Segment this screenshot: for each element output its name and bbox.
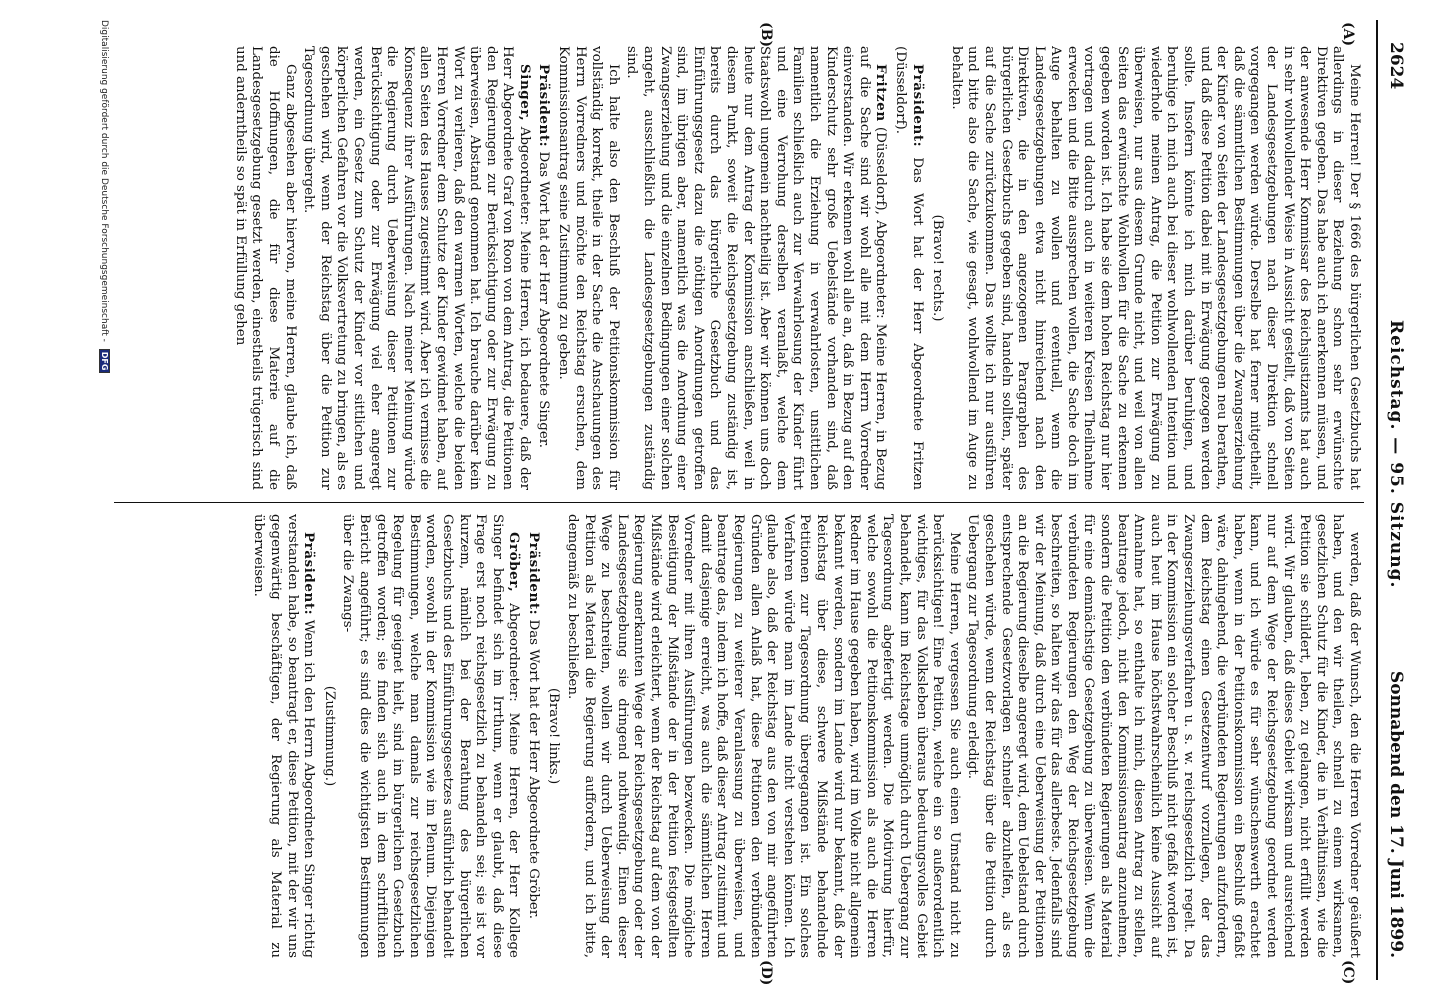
header-date: Sonnabend den 17. Juni 1899. <box>1386 670 1406 958</box>
speaker-label: Gröber, <box>506 532 523 593</box>
speaker-label: Präsident: <box>909 64 926 148</box>
speaker-text: Das Wort hat der Herr Abgeordnete Gröber. <box>525 619 541 920</box>
speaker-paragraph <box>623 46 890 490</box>
margin-marker-b: (B) <box>758 22 774 48</box>
speaker-label: Präsident: <box>536 64 553 148</box>
column-divider <box>114 502 1364 503</box>
page-number: 2624 <box>1386 42 1406 90</box>
agreement-note: (Zustimmung.) <box>321 685 337 787</box>
margin-marker-a: (A) <box>1340 22 1356 47</box>
speaker-text: (Düsseldorf), Abgeordneter: Meine Herren, in Bezug auf die Sache sind wir wohl alle mit dem Herrn Vorredner einverstanden. Wir erkennen wohl alle an, daß in Bezug auf den Kinderschutz sehr große Uebelstände vorhanden sind, daß namentlich die Erziehung in verwahrlosten, unsittlichen Familien schließlich auch zur Verwahrlosung der Kinder führt und eine Verrohung derselben veranlaßt, welche dem Staatswohl ungemein nachtheilig ist. Aber wir können uns doch heute nur dem Antrag der Kommission anschließen, weil in diesem Punkt, soweit die Reichsgesetzgebung zuständig ist, bereits durch das bürgerliche Gesetzbuch und das Einführungsgesetz dazu die nöthigen Anordnungen getroffen sind, im übrigen aber, namentlich was die Anordnung einer Zwangserziehung und die einzelnen Bedingungen einer solchen angeht, ausschließlich die Landesgesetzgebungen zuständig sind. <box>624 46 889 490</box>
speaker-label: Präsident: <box>525 532 542 616</box>
footer-text: Digitalisierung gefördert durch die Deutsche Forschungsgemeinschaft - <box>99 20 109 342</box>
applause-note: (Bravo! links.) <box>546 687 562 785</box>
digitization-footer <box>94 20 110 980</box>
paragraph: werden, daß der Wunsch, den die Herren Vorredner geäußert haben, und den wir theilen, schnell zu einem wirksamen, gesetzlichen Schutz für die Kinder, die in Verhältnissen, wie die Petition sie schildert, leben, zu gelangen, nicht erfüllt werden wird. Wir glauben, daß dieses Gebiet wirksam und ausreichend nur auf dem Wege der Reichsgesetzgebung geordnet werden kann, und ich würde es für sehr wünschenswerth erachtet haben, wenn in der Petitionskommission ein Beschluß gefaßt wäre, dahingehend, die verbündeten Regierungen aufzufordern, dem Reichstag einen Gesetzentwurf vorzulegen, der das Zwangserziehungsverfahren u. s. w. reichsgesetzlich regelt. Da in der Kommission ein solcher Beschluß nicht gefaßt worden ist, auch heut im Hause höchstwahrscheinlich keine Aussicht auf Annahme hat, so enthalte ich mich, diesen Antrag zu stellen, beantrage jedoch, nicht den Kommissionsantrag anzunehmen, sondern die Petition den verbündeten Regierungen als Material für eine demnächstige Gesetzgebung zu überweisen. Wenn die verbündeten Regierungen den Weg der Reichsgesetzgebung beschreiten, so halten wir das für das allerbeste. Jedenfalls sind wir der Meinung, daß durch eine Ueberweisung der Petitionen an die Regierung dieselbe angeregt wird, dem Uebelstand durch entsprechende Gesetzvorlagen schneller abzuhelfen, als es geschehen würde, wenn der Reichstag über die Petition durch Uebergang zur Tagesordnung erledigt. <box>965 514 1362 958</box>
speaker-paragraph <box>891 46 925 490</box>
paragraph: Meine Herren, vergessen Sie auch einen Umstand nicht zu berücksichtigen! Eine Petition, welche ein so außerordentlich wichtiges, für das Volksleben überaus bedeutungsvolles Gebiet behandelt, kann im Reichstage unmöglich durch Uebergang zur Tagesordnung abgefertigt werden. Die Motivirung hierfür, welche sowohl die Petitionskommission als auch die Herren Redner im Hause gegeben haben, wird im Volke nicht allgemein bekannt werden, sondern im Lande wird nur bekannt, daß der Reichstag über diese, schwere Mißstände behandelnde Petitionen zur Tagesordnung übergegangen ist. Ein solches Verfahren würde man im Lande nicht verstehen können. Ich glaube also, daß der Reichstag aus den von mir angeführten Gründen allen Anlaß hat, diese Petitionen den verbündeten Regierungen zu weiterer Veranlassung zu überweisen, und beantrage das, indem ich hoffe, daß dieser Antrag zustimmt und damit dasjenige erreicht, was auch die sämmtlichen Herren Vorredner mit ihren Ausführungen bezwecken. Die mögliche Beseitigung der Mißstände der in der Petition festgestellten Mißstände wird erleichtert, wenn der Reichstag auf dem von der Regierung anerkannten Wege der Reichsgesetzgebung oder der Landesgesetzgebung sie dringend nothwendig. Einen dieser Wege zu beschreiten, wollen wir durch Ueberweisung der Petition als Material die Regierung auffordern, und ich bitte, demgemäß zu beschließen. <box>565 514 962 958</box>
applause-note: (Bravo! rechts.) <box>930 214 946 322</box>
document-page <box>94 20 1414 986</box>
left-column <box>118 46 1362 490</box>
speaker-label: Fritzen <box>873 64 890 122</box>
header-title: Reichstag. — 95. Sitzung. <box>1386 320 1406 589</box>
speaker-paragraph <box>524 514 542 958</box>
speaker-text: Wenn ich den Herrn Abgeordneten Singer richtig verstanden habe, so beantragt er, diese Petition, mit der wir uns gegenwärtig beschäftigen, der Regierung als Material zu überweisen. <box>251 514 317 958</box>
paragraph: Ganz abgesehen aber hiervon, meine Herren, glaube ich, daß die Hoffnungen, die für diese Materie auf die Landesgesetzgebung gesetzt werden, einestheils trügerisch sind und anderntheils so spät in Erfüllung gehen <box>232 46 298 490</box>
paragraph: Meine Herren! Der § 1666 des bürgerlichen Gesetzbuchs hat allerdings in dieser Beziehung schon sehr erwünschte Direktiven gegeben. Das habe auch ich anerkennen müssen, und der anwesende Herr Kommissar des Reichsjustizamts hat auch in sehr wohlwollender Weise in Aussicht gestellt, daß von Seiten der Landesgesetzgebungen nach dieser Direktion schnell vorgegangen werden würde. Derselbe hat ferner mitgetheilt, daß die sämmtlichen Bestimmungen über die Zwangserziehung der Kinder von Seiten der Landesgesetzgebungen neu berathen, und daß diese Petition dabei mit in Erwägung gezogen werden sollte. Insofern könnte ich mich darüber beruhigen, und beruhige ich mich auch bei dieser wohlwollenden Intention und wiederhole meinen Antrag, die Petition zur Erwägung zu überweisen, nur aus diesem Grunde nicht, und weil von allen Seiten das erwünschte Wohlwollen für die Sache zu erkennen gegeben worden ist. Ich habe sie dem hohen Reichstag nur hier vortragen und dadurch auch in weiteren Kreisen Theilnahme erwecken und die Bitte aussprechen wollen, die Sache doch im Auge behalten zu wollen und eventuell, wenn die Landesgesetzgebungen etwa nicht hinreichend nach den Direktiven, die in den angezogenen Paragraphen des bürgerlichen Gesetzbuchs gegeben sind, handeln sollten, später auf die Sache zurückzukommen. Das wollte ich nur ausführen und bitte also die Sache, wie gesagt, wohlwollend im Auge zu behalten. <box>948 46 1362 490</box>
speaker-label: Präsident: <box>301 532 318 616</box>
page-header <box>1376 20 1414 980</box>
margin-marker-d: (D) <box>758 960 774 986</box>
speaker-paragraph <box>535 46 553 490</box>
dfg-logo: DFG <box>99 349 110 374</box>
speaker-text: Abgeordneter: Meine Herren, der Herr Kollege Singer befindet sich im Irrthum, wenn er glaubt, daß diese Frage erst noch reichsgesetzlich zu behandeln sei; sie ist vor kurzem, nämlich bei der Berathung des bürgerlichen Gesetzbuchs und des Einführungsgesetzes ausführlich behandelt worden, sowohl in der Kommission wie im Plenum. Diejenigen Bestimmungen, welche man damals zur reichsgesetzlichen Regelung für geeignet hielt, sind im bürgerlichen Gesetzbuch getroffen worden; sie finden sich auch in dem schriftlichen Bericht angeführt; es sind dies die wichtigsten Bestimmungen über die Zwangs- <box>340 514 522 958</box>
speaker-text: Abgeordneter: Meine Herren, ich bedauere, daß der Herr Abgeordnete Graf von Roon von dem Antrag, die Petitionen den Regierungen zur Berücksichtigung oder zur Erwägung zu überweisen, Abstand genommen hat. Ich brauche darüber kein Wort zu verlieren, daß den warmen Worten, welche die beiden Herren Vorredner dem Schutze der Kinder gewidmet haben, auf allen Seiten des Hauses zugestimmt wird. Aber ich vermisse die Konsequenz ihrer Ausführungen. Nach meiner Meinung würde die Regierung durch Ueberweisung dieser Petitionen zur Berücksichtigung oder zur Erwägung viel eher angeregt werden, ein Gesetz zum Schutz der Kinder vor sittlichen und körperlichen Gefahren vor die Volksvertretung zu bringen, als es geschehen wird, wenn der Reichstag über die Petition zur Tagesordnung übergeht. <box>301 46 532 490</box>
speaker-paragraph <box>300 46 533 490</box>
speaker-label: Singer, <box>516 64 533 122</box>
speaker-text: Das Wort hat der Herr Abgeordnete Fritzen (Düsseldorf). <box>892 46 925 490</box>
margin-marker-c: (C) <box>1340 960 1356 985</box>
paragraph: Ich halte also den Beschluß der Petitionskommission für vollständig korrekt, theile in der Sache die Anschauungen des Herrn Vorredners und möchte den Reichstag ersuchen, dem Kommissionsantrag seine Zustimmung zu geben. <box>556 46 621 490</box>
speaker-text: Das Wort hat der Herr Abgeordnete Singer. <box>536 151 552 448</box>
speaker-paragraph <box>250 514 317 958</box>
speaker-paragraph <box>339 514 523 958</box>
right-column <box>118 514 1362 958</box>
